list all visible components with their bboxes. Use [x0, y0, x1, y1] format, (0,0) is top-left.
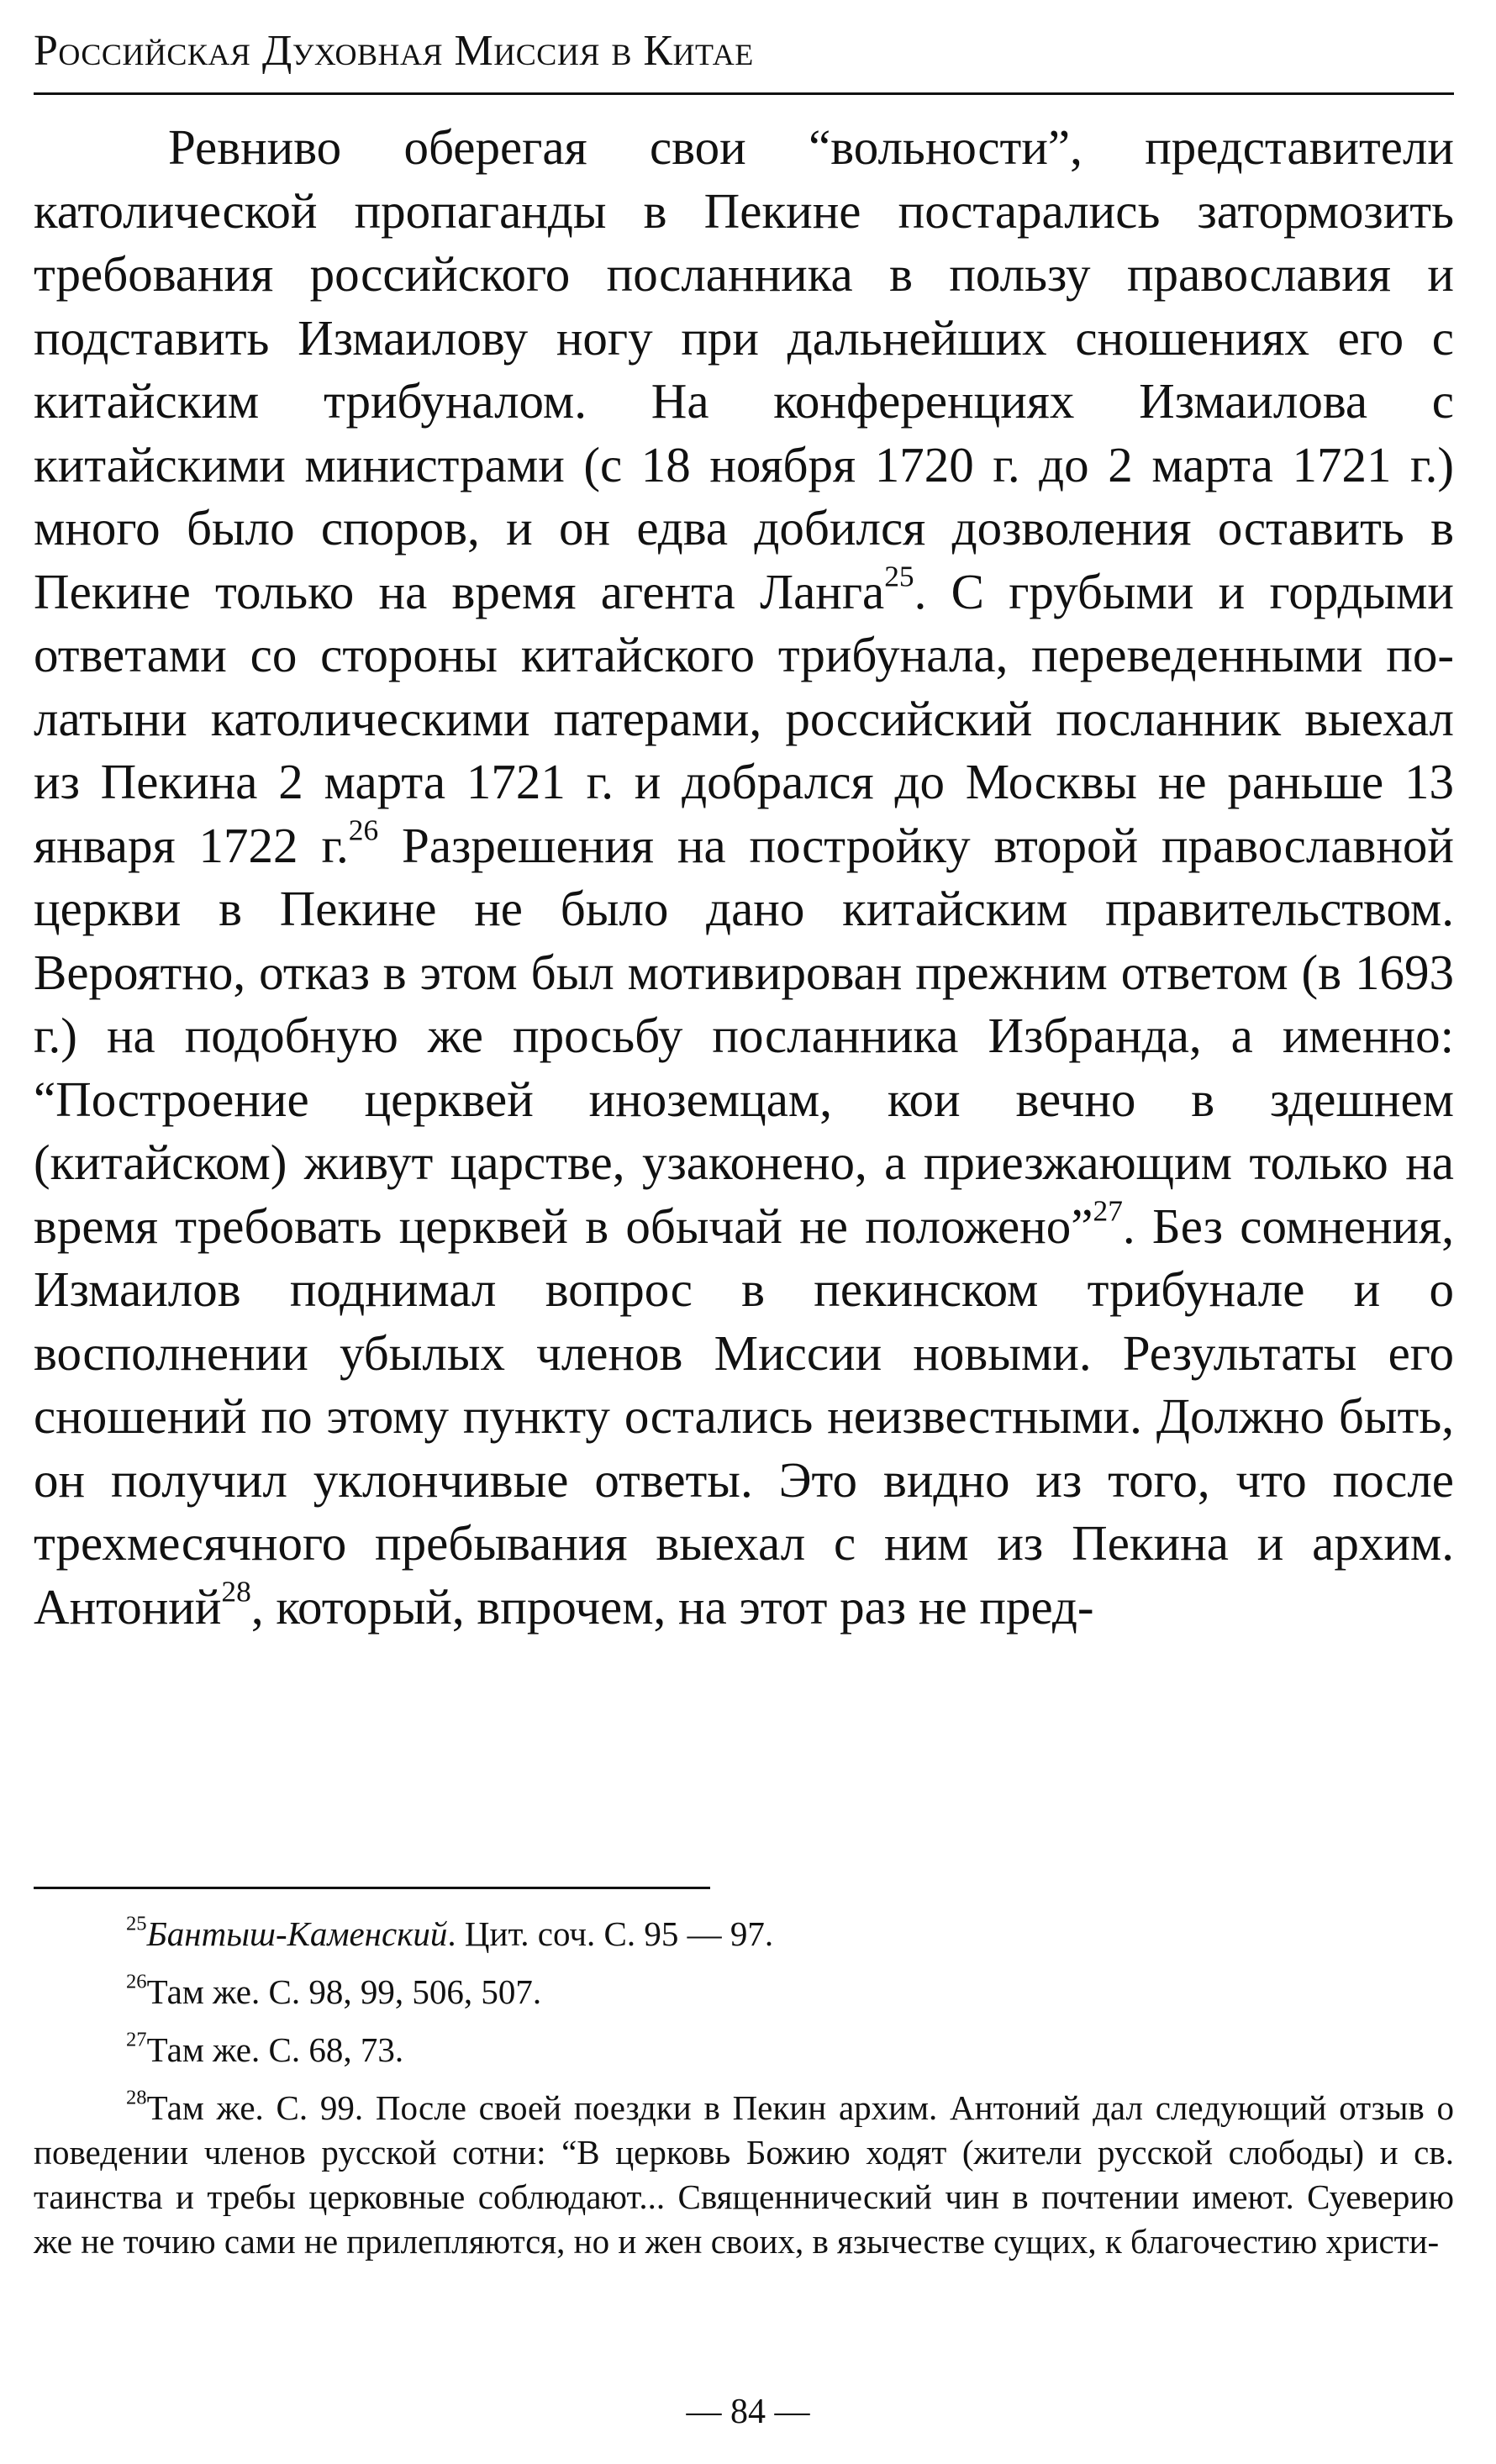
footnote-ref: 25 — [884, 558, 914, 592]
footnote-26 — [34, 1970, 1454, 2014]
footnote-text: Там же. С. 99. После своей поездки в Пекин архим. Антоний дал следующий отзыв о поведении членов русской сотни: “В церковь Божию ходят (жители русской слободы) и св. таинства и требы церковные соблюдают... Священнический чин в почтении имеют. Суеверию же не точию сами не прилепляются, но и жен своих, в язычестве сущих, к благочестию христи- — [34, 2088, 1454, 2261]
text-segment: , который, впрочем, на этот раз не пред- — [250, 1578, 1094, 1635]
main-paragraph — [34, 116, 1454, 1639]
text-segment: Разрешения на постройку второй православной церкви в Пекине не было дано китайским правительством. Вероятно, отказ в этом был мотивирован прежним ответом (в 1693 г.) на подобную же просьбу посланника Избранда, а именно: “Построение церквей иноземцам, кои вечно в здешнем (китайском) живут царстве, узаконено, а приезжающим только на время требовать церквей в обычай не положено” — [34, 817, 1454, 1254]
footnote-28 — [34, 2086, 1454, 2264]
footnote-ref: 26 — [348, 812, 379, 846]
footnotes — [34, 1912, 1454, 2264]
footnote-number: 27 — [126, 2028, 147, 2051]
running-header — [34, 25, 1454, 77]
text-segment: . Без сомнения, Измаилов поднимал вопрос в пекинском трибунале и о восполнении убылых членов Миссии новыми. Результаты его сношений по этому пункту остались неизвестными. Должно быть, он получил уклончивые ответы. Это видно из того, что после трехмесячного пребывания выехал с ним из Пекина и архим. Антоний — [34, 1198, 1454, 1635]
page-number: — 84 — — [686, 2393, 810, 2431]
text-segment: Ревниво оберегая свои “вольности”, представители католической пропаганды в Пекине постарались затормозить требования российского посланника в пользу православия и подставить Измаилову ногу при дальнейших сношениях его с китайским трибуналом. На конференциях Измаилова с китайскими министрами (с 18 ноября 1720 г. до 2 марта 1721 г.) много было споров, и он едва добился дозволения оставить в Пекине только на время агента Ланга — [34, 119, 1454, 619]
running-title: Российская Духовная Миссия в Китае — [34, 27, 754, 75]
footnote-number: 26 — [126, 1970, 147, 1993]
footnote-27 — [34, 2028, 1454, 2072]
footnote-25 — [34, 1912, 1454, 1956]
footnote-number: 28 — [126, 2086, 147, 2109]
footnote-text: Там же. С. 98, 99, 506, 507. — [146, 1972, 542, 2011]
footnote-author: Бантыш-Каменский — [146, 1914, 448, 1953]
text-segment: . С грубыми и гордыми ответами со стороны китайского трибунала, переведенными по-латыни католическими патерами, российский посланник выехал из Пекина 2 марта 1721 г. и добрался до Москвы не раньше 13 января 1722 г. — [34, 563, 1454, 873]
footnote-text: . Цит. соч. С. 95 — 97. — [447, 1914, 774, 1953]
main-text — [34, 116, 1454, 1639]
footnote-number: 25 — [126, 1912, 147, 1935]
footnote-text: Там же. С. 68, 73. — [146, 2030, 404, 2069]
footnote-rule — [34, 1887, 710, 1889]
footnote-ref: 28 — [221, 1573, 251, 1608]
header-rule — [34, 92, 1454, 95]
footnote-ref: 27 — [1093, 1193, 1123, 1227]
